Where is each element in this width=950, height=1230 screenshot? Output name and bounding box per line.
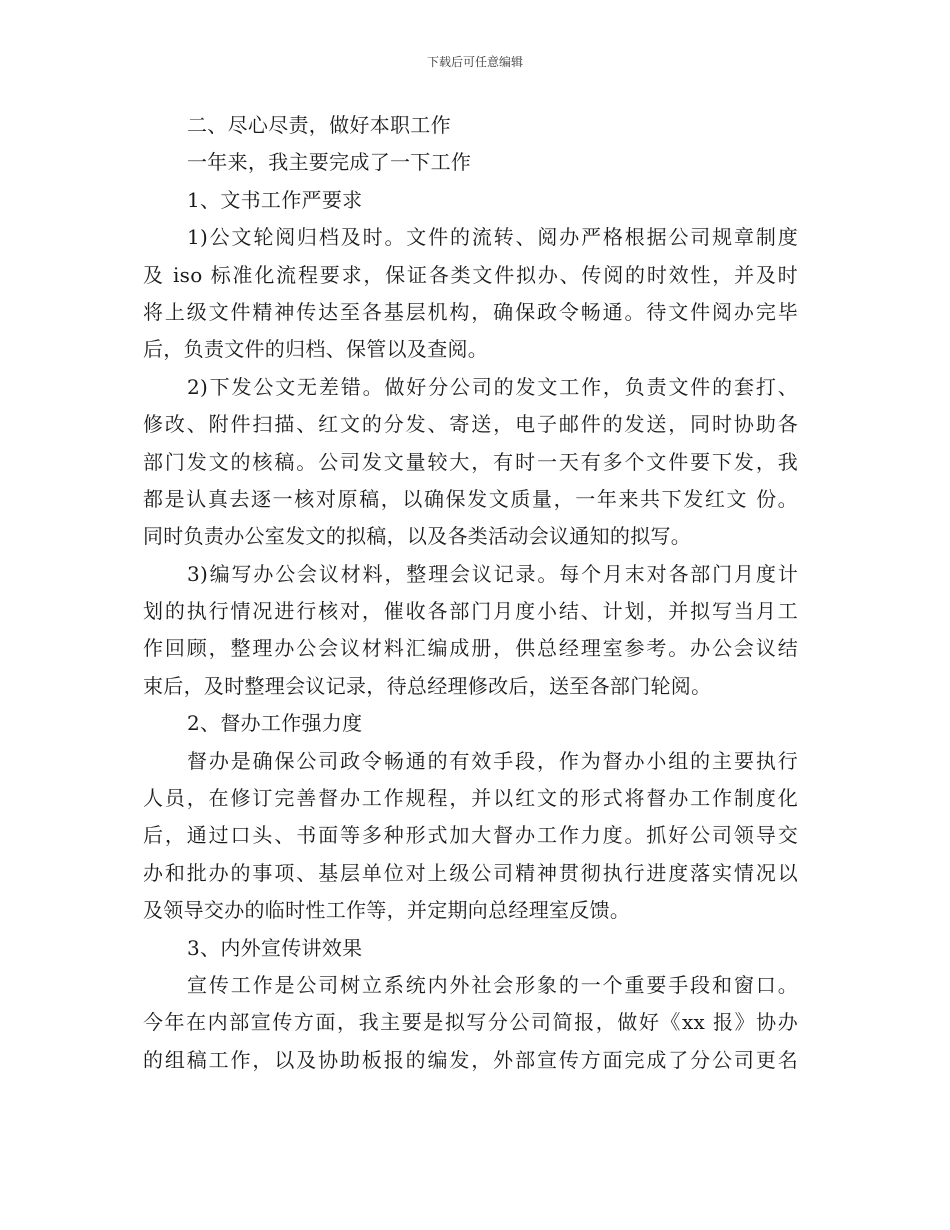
paragraph-line: 修改、附件扫描、红文的分发、寄送，电子邮件的发送，同时协助各	[143, 412, 798, 437]
paragraph-line: 将上级文件精神传达至各基层机构，确保政令畅通。待文件阅办完毕	[143, 299, 798, 324]
paragraph-line: 及领导交办的临时性工作等，并定期向总经理室反馈。	[143, 898, 631, 923]
paragraph-line: 1)公文轮阅归档及时。文件的流转、阅办严格根据公司规章制度	[187, 225, 798, 250]
paragraph-line: 同时负责办公室发文的拟稿，以及各类活动会议通知的拟写。	[143, 524, 692, 549]
paragraph-line: 都是认真去逐一核对原稿，以确保发文质量，一年来共下发红文 份。	[143, 486, 798, 511]
page-header: 下载后可任意编辑	[426, 55, 523, 69]
subsection-heading: 2、督办工作强力度	[187, 711, 363, 736]
paragraph-line: 督办是确保公司政令畅通的有效手段，作为督办小组的主要执行	[187, 748, 798, 773]
subsection-heading: 1、文书工作严要求	[187, 187, 363, 212]
paragraph-line: 后，负责文件的归档、保管以及查阅。	[143, 337, 489, 362]
paragraph-line: 3)编写办公会议材料，整理会议记录。每个月末对各部门月度计	[187, 561, 798, 586]
paragraph-line: 办和批办的事项、基层单位对上级公司精神贯彻执行进度落实情况以	[143, 860, 798, 885]
paragraph-line: 作回顾，整理办公会议材料汇编成册，供总经理室参考。办公会议结	[143, 636, 798, 661]
paragraph-line: 部门发文的核稿。公司发文量较大，有时一天有多个文件要下发，我	[143, 449, 798, 474]
paragraph-line: 今年在内部宣传方面，我主要是拟写分公司简报，做好《xx 报》协办	[143, 1010, 798, 1035]
paragraph-line: 划的执行情况进行核对，催收各部门月度小结、计划，并拟写当月工	[143, 599, 798, 624]
paragraph-line: 人员，在修订完善督办工作规程，并以红文的形式将督办工作制度化	[143, 786, 798, 811]
section-heading: 二、尽心尽责，做好本职工作	[187, 113, 451, 137]
paragraph-line: 束后，及时整理会议记录，待总经理修改后，送至各部门轮阅。	[143, 673, 712, 698]
paragraph-line: 宣传工作是公司树立系统内外社会形象的一个重要手段和窗口。	[187, 972, 798, 997]
paragraph-line: 及 iso 标准化流程要求，保证各类文件拟办、传阅的时效性，并及时	[143, 262, 798, 287]
paragraph-line: 后，通过口头、书面等多种形式加大督办工作力度。抓好公司领导交	[143, 823, 798, 848]
subsection-heading: 3、内外宣传讲效果	[187, 935, 363, 960]
document-body	[143, 107, 798, 1079]
paragraph-line: 的组稿工作，以及协助板报的编发，外部宣传方面完成了分公司更名	[143, 1047, 798, 1072]
paragraph-line: 2)下发公文无差错。做好分公司的发文工作，负责文件的套打、	[187, 374, 798, 399]
paragraph-line: 一年来，我主要完成了一下工作	[187, 150, 472, 175]
